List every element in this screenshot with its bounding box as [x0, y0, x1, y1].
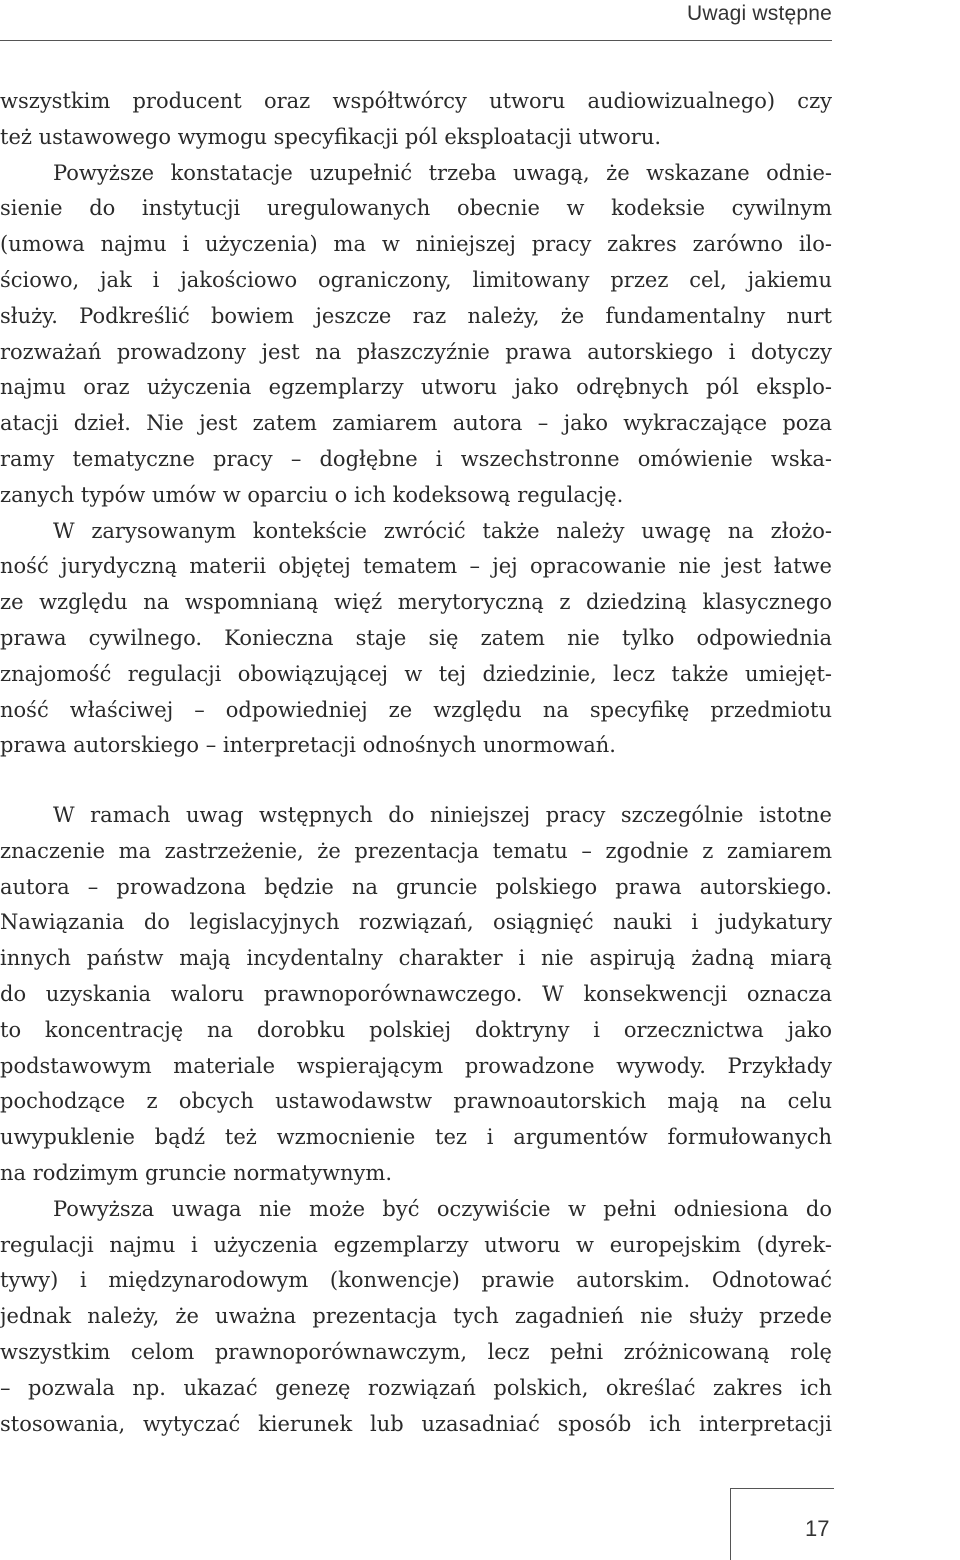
text-line: Powyższe konstatacje uzupełnić trzeba uwagą, że wskazane odnie-: [53, 160, 832, 185]
text-line: znaczenie ma zastrzeżenie, że prezentacja tematu – zgodnie z zamiarem: [0, 838, 832, 863]
body-text-section-1: [0, 84, 832, 764]
text-line: tywy) i międzynarodowym (konwencje) prawie autorskim. Odnotować: [0, 1268, 832, 1293]
text-line: W ramach uwag wstępnych do niniejszej pracy szczególnie istotne: [53, 803, 832, 827]
text-line: do uzyskania waloru prawnoporównawczego. W konsekwencji oznacza: [0, 981, 832, 1006]
running-header: Uwagi wstępne: [686, 2, 832, 25]
text-line: innych państw mają incydentalny charakter i nie aspirują żadną miarą: [0, 946, 832, 971]
text-line: rozważań prowadzony jest na płaszczyźnie prawa autorskiego i dotyczy: [0, 339, 832, 364]
text-line: ze względu na wspomnianą więź merytoryczną z dziedziną klasycznego: [0, 590, 832, 615]
text-line: ność jurydyczną materii objętej tematem – jej opracowanie nie jest łatwe: [0, 554, 832, 579]
text-line: służy. Podkreślić bowiem jeszcze raz należy, że fundamentalny nurt: [0, 303, 832, 328]
text-line: autora – prowadzona będzie na gruncie polskiego prawa autorskiego.: [0, 874, 832, 899]
page-number: 17: [805, 1516, 830, 1541]
text-line: pochodzące z obcych ustawodawstw prawnoautorskich mają na celu: [0, 1089, 832, 1114]
text-line: to koncentrację na dorobku polskiej doktryny i orzecznictwa jako: [0, 1017, 832, 1042]
text-line: regulacji najmu i użyczenia egzemplarzy utworu w europejskim (dyrek-: [0, 1232, 832, 1257]
text-line: W zarysowanym kontekście zwrócić także należy uwagę na złożo-: [53, 518, 832, 543]
text-line: też ustawowego wymogu specyfikacji pól eksploatacji utworu.: [0, 124, 662, 149]
text-line: ramy tematyczne pracy – dogłębne i wszechstronne omówienie wska-: [0, 446, 832, 471]
text-line: uwypuklenie bądź też wzmocnienie tez i argumentów formułowanych: [0, 1125, 832, 1150]
text-line: ściowo, jak i jakościowo ograniczony, limitowany przez cel, jakiemu: [0, 267, 832, 292]
text-line: atacji dzieł. Nie jest zatem zamiarem autora – jako wykraczające poza: [0, 411, 832, 436]
text-line: podstawowym materiale wspierającym prowadzone wywody. Przykłady: [0, 1053, 832, 1078]
text-line: znajomość regulacji obowiązującej w tej dziedzinie, lecz także umiejęt-: [0, 661, 832, 686]
text-line: – pozwala np. ukazać genezę rozwiązań polskich, określać zakres ich: [0, 1375, 832, 1400]
body-text-section-2: [0, 798, 832, 1442]
text-line: (umowa najmu i użyczenia) ma w niniejszej pracy zakres zarówno ilo-: [0, 232, 832, 257]
text-line: zanych typów umów w oparciu o ich kodeksową regulację.: [0, 482, 624, 507]
text-line: wszystkim celom prawnoporównawczym, lecz pełni zróżnicowaną rolę: [0, 1339, 832, 1364]
text-line: prawa autorskiego – interpretacji odnośnych unormowań.: [0, 733, 616, 758]
text-line: Nawiązania do legislacyjnych rozwiązań, osiągnięć nauki i judykatury: [0, 910, 832, 935]
header-rule: [0, 40, 832, 41]
text-line: na rodzimym gruncie normatywnym.: [0, 1160, 392, 1185]
text-line: najmu oraz użyczenia egzemplarzy utworu jako odrębnych pól eksplo-: [0, 375, 832, 400]
text-line: ność właściwej – odpowiedniej ze względu na specyfikę przedmiotu: [0, 697, 832, 722]
text-line: sienie do instytucji uregulowanych obecnie w kodeksie cywilnym: [0, 196, 832, 221]
text-line: Powyższa uwaga nie może być oczywiście w pełni odniesiona do: [53, 1196, 832, 1221]
text-line: prawa cywilnego. Konieczna staje się zatem nie tylko odpowiednia: [0, 625, 832, 650]
text-line: jednak należy, że uważna prezentacja tych zagadnień nie służy przede: [0, 1304, 832, 1329]
text-line: stosowania, wytyczać kierunek lub uzasadniać sposób ich interpretacji: [0, 1411, 832, 1436]
text-line: wszystkim producent oraz współtwórcy utworu audiowizualnego) czy: [0, 89, 832, 113]
